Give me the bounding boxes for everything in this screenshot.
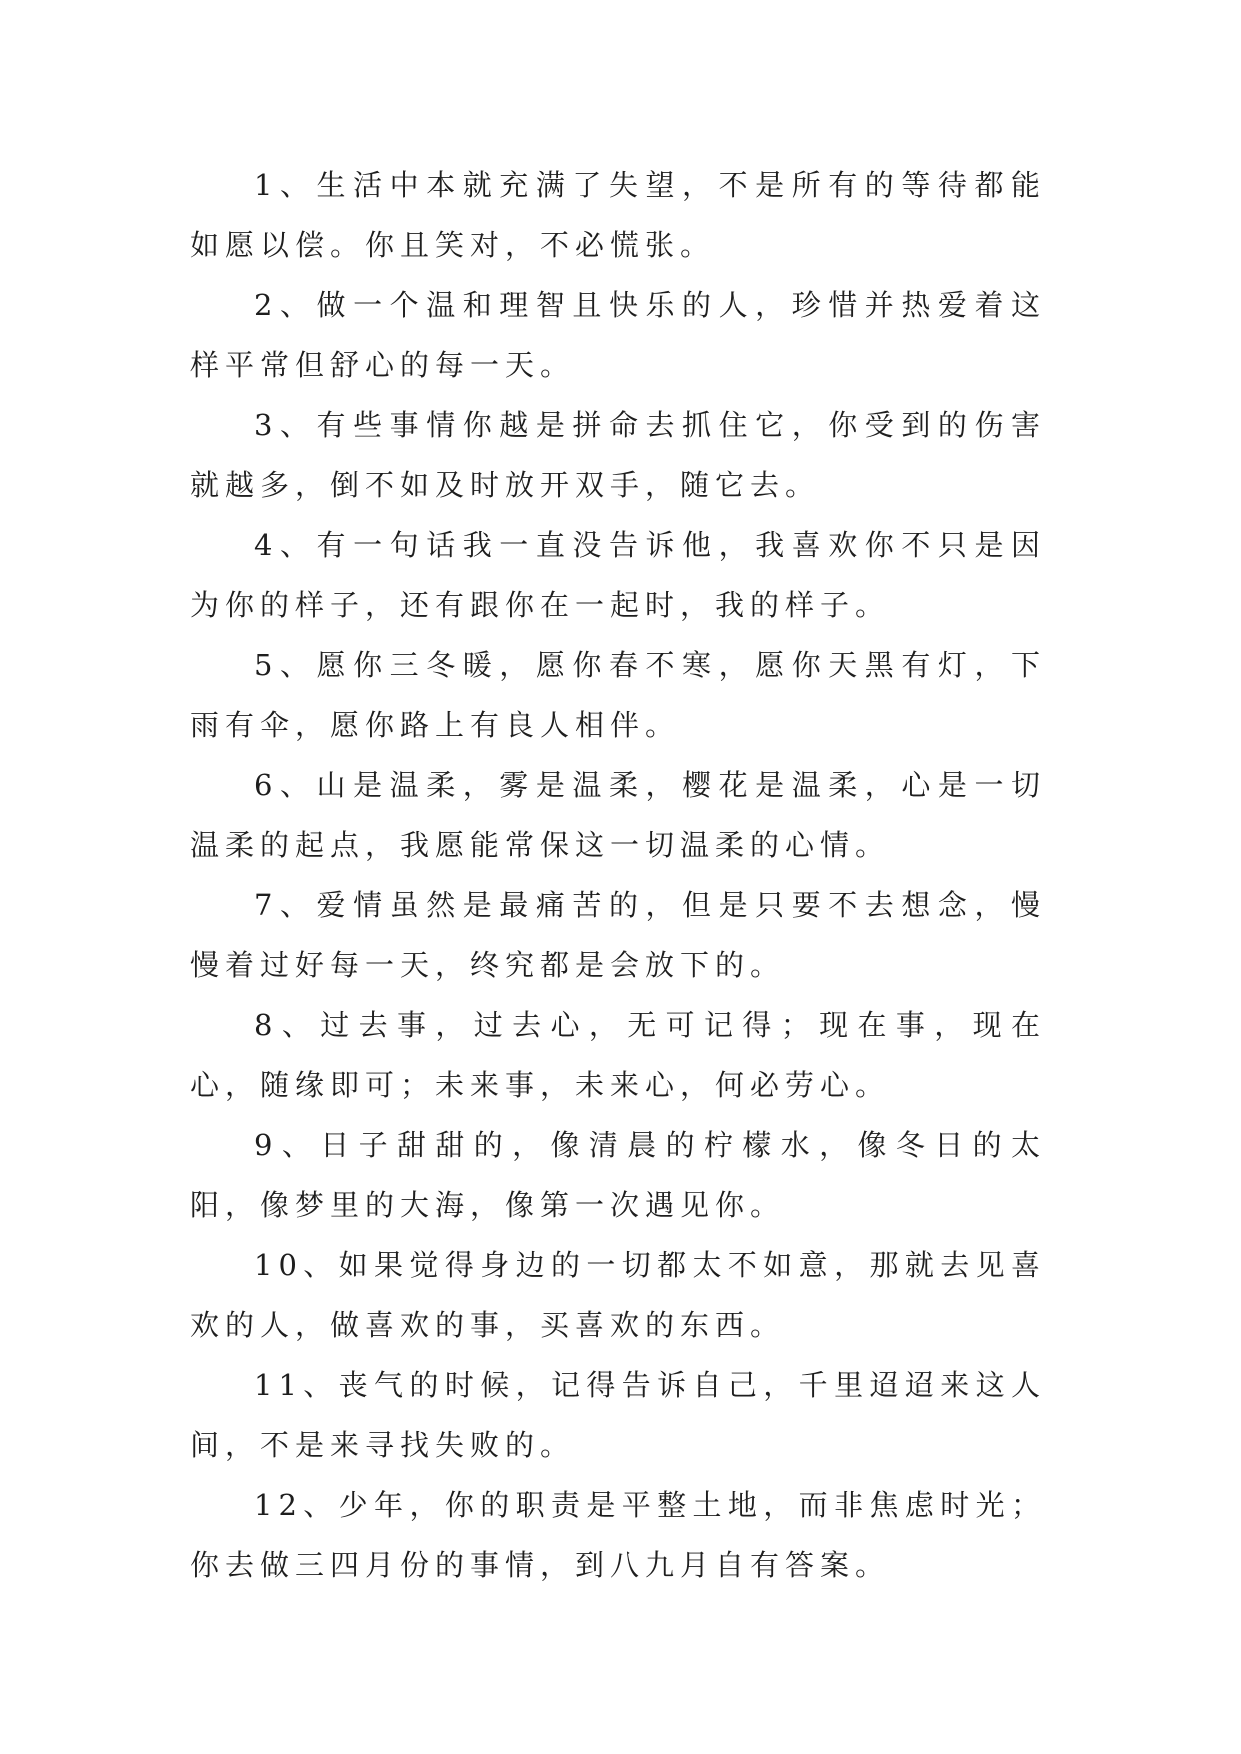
paragraph: 1、生活中本就充满了失望，不是所有的等待都能如愿以偿。你且笑对，不必慌张。 [190, 168, 1046, 262]
paragraph: 3、有些事情你越是拼命去抓住它，你受到的伤害就越多，倒不如及时放开双手，随它去。 [190, 408, 1046, 502]
paragraph: 8、过去事，过去心，无可记得；现在事，现在心，随缘即可；未来事，未来心，何必劳心。 [190, 1008, 1046, 1102]
paragraph: 5、愿你三冬暖，愿你春不寒，愿你天黑有灯，下雨有伞，愿你路上有良人相伴。 [190, 648, 1046, 742]
paragraph: 2、做一个温和理智且快乐的人，珍惜并热爱着这样平常但舒心的每一天。 [190, 288, 1046, 382]
paragraph: 7、爱情虽然是最痛苦的，但是只要不去想念，慢慢着过好每一天，终究都是会放下的。 [190, 888, 1046, 982]
paragraph: 12、少年，你的职责是平整土地，而非焦虑时光；你去做三四月份的事情，到八九月自有答案。 [190, 1488, 1046, 1582]
paragraph: 9、日子甜甜的，像清晨的柠檬水，像冬日的太阳，像梦里的大海，像第一次遇见你。 [190, 1128, 1046, 1222]
paragraph: 11、丧气的时候，记得告诉自己，千里迢迢来这人间，不是来寻找失败的。 [190, 1368, 1046, 1462]
paragraph: 10、如果觉得身边的一切都太不如意，那就去见喜欢的人，做喜欢的事，买喜欢的东西。 [190, 1248, 1046, 1342]
paragraph: 4、有一句话我一直没告诉他，我喜欢你不只是因为你的样子，还有跟你在一起时，我的样子。 [190, 528, 1046, 622]
document-body [190, 155, 1046, 1595]
paragraph: 6、山是温柔，雾是温柔，樱花是温柔，心是一切温柔的起点，我愿能常保这一切温柔的心情。 [190, 768, 1046, 862]
